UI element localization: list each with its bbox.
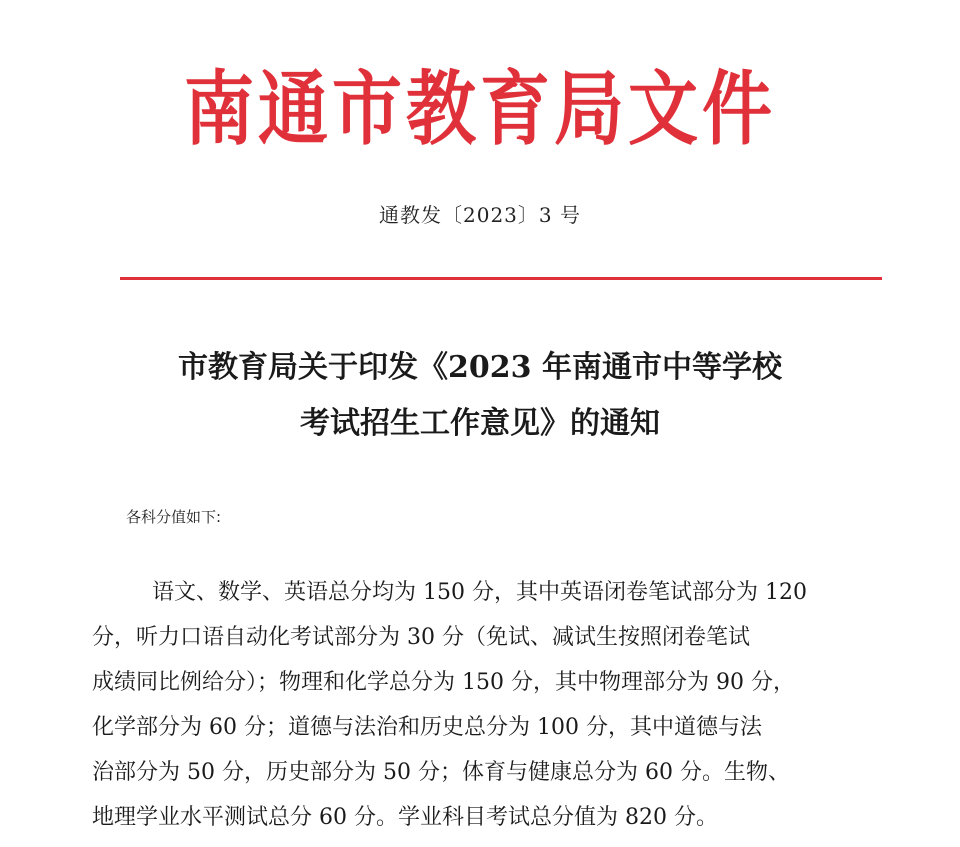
score-note-label: 各科分值如下: (126, 508, 222, 526)
document-number: 通教发〔2023〕3 号 (379, 203, 581, 227)
document-title-line-2: 考试招生工作意见》的通知 (300, 406, 660, 441)
document-title (0, 340, 960, 452)
body-line: 成绩同比例给分）；物理和化学总分为 150 分，其中物理部分为 90 分， (92, 670, 795, 695)
document-body (92, 570, 910, 840)
body-line: 治部分为 50 分，历史部分为 50 分；体育与健康总分为 60 分。生物、 (92, 760, 790, 785)
body-line: 地理学业水平测试总分 60 分。学业科目考试总分值为 820 分。 (92, 805, 718, 830)
document-masthead: 南通市教育局文件 (184, 60, 776, 157)
document-title-line-1: 市教育局关于印发《2023 年南通市中等学校 (178, 350, 782, 385)
body-line: 化学部分为 60 分；道德与法治和历史总分为 100 分，其中道德与法 (92, 715, 762, 740)
body-line: 语文、数学、英语总分均为 150 分，其中英语闭卷笔试部分为 120 (152, 580, 807, 605)
body-line: 分，听力口语自动化考试部分为 30 分（免试、减试生按照闭卷笔试 (92, 625, 750, 650)
red-divider-line (120, 277, 882, 280)
